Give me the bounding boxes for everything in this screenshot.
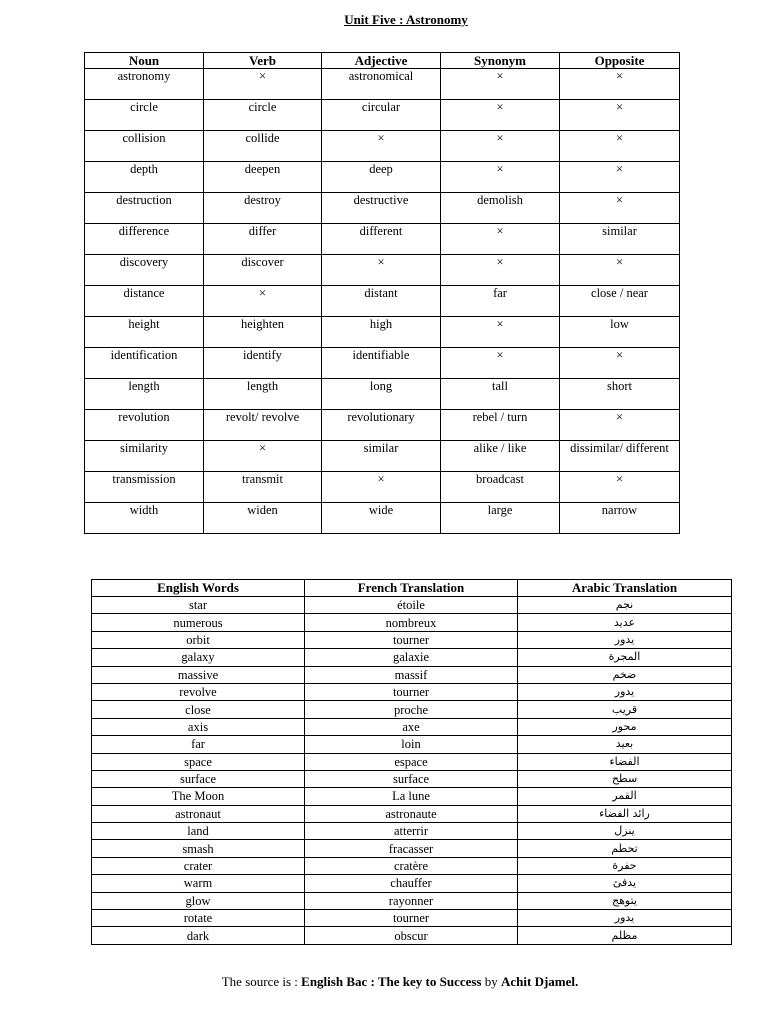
translation-row — [92, 910, 732, 927]
translation-cell: rotate — [92, 910, 305, 927]
translation-cell: قريب — [518, 701, 732, 718]
word-forms-row — [85, 100, 680, 131]
word-forms-row — [85, 131, 680, 162]
word-forms-cell: × — [204, 286, 322, 317]
translation-cell: الفضاء — [518, 753, 732, 770]
word-forms-cell: × — [441, 348, 560, 379]
translation-cell: يدفئ — [518, 875, 732, 892]
word-forms-cell: wide — [322, 503, 441, 534]
translation-cell: astronaute — [305, 805, 518, 822]
translation-cell: land — [92, 823, 305, 840]
translation-cell: dark — [92, 927, 305, 944]
source-note — [0, 974, 768, 990]
word-forms-row — [85, 379, 680, 410]
translation-cell: رائد الفضاء — [518, 805, 732, 822]
word-forms-cell: dissimilar/ different — [560, 441, 680, 472]
word-forms-cell: × — [441, 255, 560, 286]
word-forms-cell: similarity — [85, 441, 204, 472]
translation-row — [92, 597, 732, 614]
word-forms-row — [85, 317, 680, 348]
word-forms-row — [85, 193, 680, 224]
word-forms-cell: alike / like — [441, 441, 560, 472]
word-forms-cell: similar — [322, 441, 441, 472]
translation-cell: ضخم — [518, 666, 732, 683]
word-forms-cell: rebel / turn — [441, 410, 560, 441]
word-forms-cell: heighten — [204, 317, 322, 348]
translation-cell: far — [92, 736, 305, 753]
translation-row — [92, 770, 732, 787]
word-forms-cell: × — [441, 162, 560, 193]
source-prefix: The source is : — [221, 974, 302, 989]
translation-cell: proche — [305, 701, 518, 718]
translation-cell: حفرة — [518, 857, 732, 874]
translation-cell: orbit — [92, 631, 305, 648]
word-forms-cell: transmission — [85, 472, 204, 503]
translation-cell: space — [92, 753, 305, 770]
word-forms-cell: × — [560, 131, 680, 162]
translation-cell: يدور — [518, 910, 732, 927]
word-forms-cell: identification — [85, 348, 204, 379]
word-forms-cell: widen — [204, 503, 322, 534]
translation-cell: مظلم — [518, 927, 732, 944]
word-forms-cell: similar — [560, 224, 680, 255]
word-forms-cell: circle — [85, 100, 204, 131]
translation-cell: عديد — [518, 614, 732, 631]
word-forms-row — [85, 410, 680, 441]
word-forms-cell: × — [441, 224, 560, 255]
word-forms-cell: discover — [204, 255, 322, 286]
word-forms-cell: broadcast — [441, 472, 560, 503]
word-forms-cell: demolish — [441, 193, 560, 224]
translation-cell: سطح — [518, 770, 732, 787]
translation-cell: close — [92, 701, 305, 718]
word-forms-cell: destructive — [322, 193, 441, 224]
word-forms-cell: width — [85, 503, 204, 534]
translation-header-cell: English Words — [92, 580, 305, 597]
translation-cell: المجرة — [518, 649, 732, 666]
translation-cell: ينزل — [518, 823, 732, 840]
word-forms-cell: × — [441, 131, 560, 162]
translation-cell: القمر — [518, 788, 732, 805]
translation-cell: rayonner — [305, 892, 518, 909]
word-forms-cell: long — [322, 379, 441, 410]
translation-cell: La lune — [305, 788, 518, 805]
word-forms-cell: astronomy — [85, 69, 204, 100]
word-forms-cell: revolution — [85, 410, 204, 441]
source-by: by — [481, 974, 501, 989]
word-forms-cell: × — [204, 441, 322, 472]
word-forms-cell: depth — [85, 162, 204, 193]
translation-cell: glow — [92, 892, 305, 909]
word-forms-cell: × — [441, 317, 560, 348]
word-forms-cell: × — [560, 193, 680, 224]
word-forms-cell: high — [322, 317, 441, 348]
word-forms-cell: × — [322, 131, 441, 162]
word-forms-row — [85, 162, 680, 193]
translation-row — [92, 614, 732, 631]
word-forms-cell: discovery — [85, 255, 204, 286]
word-forms-cell: narrow — [560, 503, 680, 534]
word-forms-cell: astronomical — [322, 69, 441, 100]
word-forms-cell: circular — [322, 100, 441, 131]
word-forms-row — [85, 503, 680, 534]
word-forms-cell: identify — [204, 348, 322, 379]
translation-cell: axe — [305, 718, 518, 735]
translation-cell: tourner — [305, 683, 518, 700]
word-forms-cell: destroy — [204, 193, 322, 224]
translation-cell: massive — [92, 666, 305, 683]
translation-cell: يدور — [518, 631, 732, 648]
source-book: English Bac : The key to Success — [301, 974, 482, 989]
word-forms-cell: difference — [85, 224, 204, 255]
translation-header-cell: French Translation — [305, 580, 518, 597]
translation-cell: galaxie — [305, 649, 518, 666]
word-forms-cell: × — [322, 472, 441, 503]
translation-cell: tourner — [305, 910, 518, 927]
word-forms-cell: × — [560, 348, 680, 379]
word-forms-row — [85, 441, 680, 472]
word-forms-table — [84, 52, 680, 534]
translation-row — [92, 875, 732, 892]
word-forms-header-cell: Verb — [204, 53, 322, 69]
word-forms-cell: deep — [322, 162, 441, 193]
translation-row — [92, 857, 732, 874]
word-forms-cell: distance — [85, 286, 204, 317]
translation-cell: تحطم — [518, 840, 732, 857]
translation-cell: cratère — [305, 857, 518, 874]
translation-header-cell: Arabic Translation — [518, 580, 732, 597]
translation-row — [92, 823, 732, 840]
word-forms-row — [85, 224, 680, 255]
translation-cell: nombreux — [305, 614, 518, 631]
word-forms-cell: × — [560, 472, 680, 503]
word-forms-cell: deepen — [204, 162, 322, 193]
word-forms-cell: different — [322, 224, 441, 255]
word-forms-cell: × — [441, 100, 560, 131]
word-forms-cell: destruction — [85, 193, 204, 224]
word-forms-cell: × — [322, 255, 441, 286]
translation-cell: crater — [92, 857, 305, 874]
translation-cell: galaxy — [92, 649, 305, 666]
translation-cell: loin — [305, 736, 518, 753]
translation-cell: étoile — [305, 597, 518, 614]
word-forms-row — [85, 255, 680, 286]
page-title: Unit Five : Astronomy — [344, 12, 468, 27]
word-forms-header-cell: Adjective — [322, 53, 441, 69]
translation-table — [91, 579, 732, 945]
word-forms-cell: length — [85, 379, 204, 410]
word-forms-cell: × — [560, 410, 680, 441]
translation-header-row — [92, 580, 732, 597]
word-forms-header-cell: Opposite — [560, 53, 680, 69]
word-forms-cell: transmit — [204, 472, 322, 503]
word-forms-cell: close / near — [560, 286, 680, 317]
word-forms-cell: collide — [204, 131, 322, 162]
translation-cell: surface — [92, 770, 305, 787]
translation-cell: espace — [305, 753, 518, 770]
translation-cell: tourner — [305, 631, 518, 648]
word-forms-header-cell: Synonym — [441, 53, 560, 69]
translation-row — [92, 805, 732, 822]
translation-cell: بعيد — [518, 736, 732, 753]
word-forms-row — [85, 69, 680, 100]
translation-row — [92, 753, 732, 770]
translation-cell: axis — [92, 718, 305, 735]
word-forms-cell: circle — [204, 100, 322, 131]
word-forms-cell: far — [441, 286, 560, 317]
translation-cell: surface — [305, 770, 518, 787]
word-forms-cell: × — [560, 255, 680, 286]
translation-row — [92, 788, 732, 805]
translation-cell: يدور — [518, 683, 732, 700]
translation-row — [92, 736, 732, 753]
word-forms-cell: × — [560, 100, 680, 131]
translation-cell: atterrir — [305, 823, 518, 840]
translation-cell: massif — [305, 666, 518, 683]
translation-row — [92, 649, 732, 666]
word-forms-cell: × — [560, 69, 680, 100]
word-forms-row — [85, 286, 680, 317]
word-forms-header-cell: Noun — [85, 53, 204, 69]
translation-cell: obscur — [305, 927, 518, 944]
translation-row — [92, 631, 732, 648]
translation-cell: محور — [518, 718, 732, 735]
translation-cell: smash — [92, 840, 305, 857]
word-forms-cell: × — [441, 69, 560, 100]
translation-row — [92, 840, 732, 857]
word-forms-cell: identifiable — [322, 348, 441, 379]
translation-cell: fracasser — [305, 840, 518, 857]
word-forms-cell: height — [85, 317, 204, 348]
word-forms-cell: revolt/ revolve — [204, 410, 322, 441]
word-forms-cell: revolutionary — [322, 410, 441, 441]
translation-cell: astronaut — [92, 805, 305, 822]
word-forms-cell: tall — [441, 379, 560, 410]
word-forms-cell: collision — [85, 131, 204, 162]
translation-cell: يتوهج — [518, 892, 732, 909]
source-author: Achit Djamel. — [501, 974, 579, 989]
translation-row — [92, 666, 732, 683]
word-forms-cell: distant — [322, 286, 441, 317]
translation-row — [92, 701, 732, 718]
translation-cell: warm — [92, 875, 305, 892]
word-forms-cell: low — [560, 317, 680, 348]
word-forms-row — [85, 472, 680, 503]
translation-cell: star — [92, 597, 305, 614]
translation-row — [92, 683, 732, 700]
translation-cell: chauffer — [305, 875, 518, 892]
word-forms-cell: short — [560, 379, 680, 410]
translation-cell: The Moon — [92, 788, 305, 805]
word-forms-header-row — [85, 53, 680, 69]
word-forms-cell: length — [204, 379, 322, 410]
translation-cell: numerous — [92, 614, 305, 631]
translation-row — [92, 718, 732, 735]
word-forms-row — [85, 348, 680, 379]
translation-row — [92, 927, 732, 944]
word-forms-cell: differ — [204, 224, 322, 255]
word-forms-cell: × — [560, 162, 680, 193]
translation-cell: revolve — [92, 683, 305, 700]
translation-row — [92, 892, 732, 909]
word-forms-cell: large — [441, 503, 560, 534]
translation-cell: نجم — [518, 597, 732, 614]
word-forms-cell: × — [204, 69, 322, 100]
